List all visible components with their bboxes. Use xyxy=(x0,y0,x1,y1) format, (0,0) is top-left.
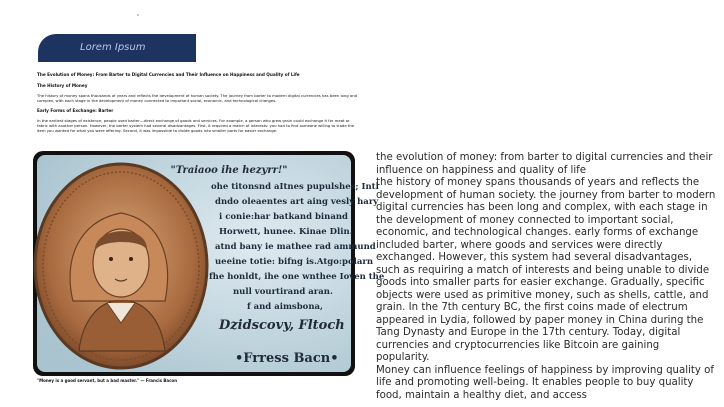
slide-body-text xyxy=(376,152,716,402)
picture-author: •Frress Bacn• xyxy=(235,351,339,366)
picture-line-3: i conie:har batkand binand xyxy=(219,212,348,222)
picture-signature: Dzidscovy, Fltoch xyxy=(219,318,345,333)
picture-line-9: f and aimsbona, xyxy=(247,302,323,312)
document-heading-history: The History of Money xyxy=(37,83,88,88)
picture-heading: "Traiaoo ihe hezyrr!" xyxy=(170,165,288,176)
document-title: The Evolution of Money: From Barter to Digital Currencies and Their Influence on Happiness and Quality of Life xyxy=(37,72,300,77)
picture-line-4: Horwett, hunee. Kinae Dlin. xyxy=(219,227,353,237)
body-paragraph-happiness: Money can influence feelings of happiness by improving quality of life and promoting well-being. It enables people to buy quality food, maintain a healthy diet, and access xyxy=(376,364,714,401)
picture-line-5: atnd bany ie mathee rad ammund xyxy=(215,242,376,252)
picture-line-8: null vourtirand aran. xyxy=(233,287,333,297)
quote-caption: "Money is a good servant, but a bad master." — Francis Bacon xyxy=(37,378,178,383)
portrait-icon xyxy=(70,213,168,351)
picture-line-7: fhe honldt, ihe one wnthee Ioven the xyxy=(209,272,385,282)
document-paragraph-barter: In the earliest stages of existence, people used barter—direct exchange of goods and services. For example, a person who grew grain could exchange it for meat or fabric with another person. However, the barter system had several disadvantages. First, it required a match of interests: you had to find someone willing to trade the item you wanted for what you were offering. Second, it was impossible to divide goods into smaller parts for easier exchange. xyxy=(37,118,355,133)
picture-line-2: dndo oleaentes art aing vesly hary xyxy=(215,197,379,207)
banner-label: Lorem Ipsum xyxy=(80,42,146,53)
francis-bacon-quote-image xyxy=(33,151,385,376)
picture-line-1: ohe titonsnd aItnes pupulshes; Intl xyxy=(211,182,379,192)
body-paragraph-history: the history of money spans thousands of years and reflects the development of human society. the journey from barter to modern digital currencies has been long and complex, with each stage in the development of money connected to important social, economic, and technological changes. early forms of exchange included barter, where goods and services were directly exchanged. However, this system had several disadvantages, such as requiring a match of interests and being unable to divide goods into smaller parts for easier exchange. Gradually, specific objects were used as primitive money, such as shells, cattle, and grain. In the 7th century BC, the first coins made of electrum appeared in Lydia, followed by paper money in China during the Tang Dynasty and Europe in the 17th century. Today, digital currencies and cryptocurrencies like Bitcoin are gaining popularity. xyxy=(376,177,716,363)
document-paragraph-history: The history of money spans thousands of years and reflects the development of human society. The journey from barter to modern digital currencies has been long and complex, with each stage in the development of money connected to important social, economic, and technological changes. xyxy=(37,93,358,103)
picture-line-6: ueeine totie: bifng is.Atgo:polarn xyxy=(215,257,374,267)
decorative-dot xyxy=(137,14,139,16)
title-banner xyxy=(38,34,196,62)
body-paragraph-title: the evolution of money: from barter to digital currencies and their influence on happiness and quality of life xyxy=(376,152,713,176)
document-text xyxy=(37,72,361,133)
document-heading-barter: Early Forms of Exchange: Barter xyxy=(37,108,114,113)
coin-portrait-illustration xyxy=(33,151,385,376)
